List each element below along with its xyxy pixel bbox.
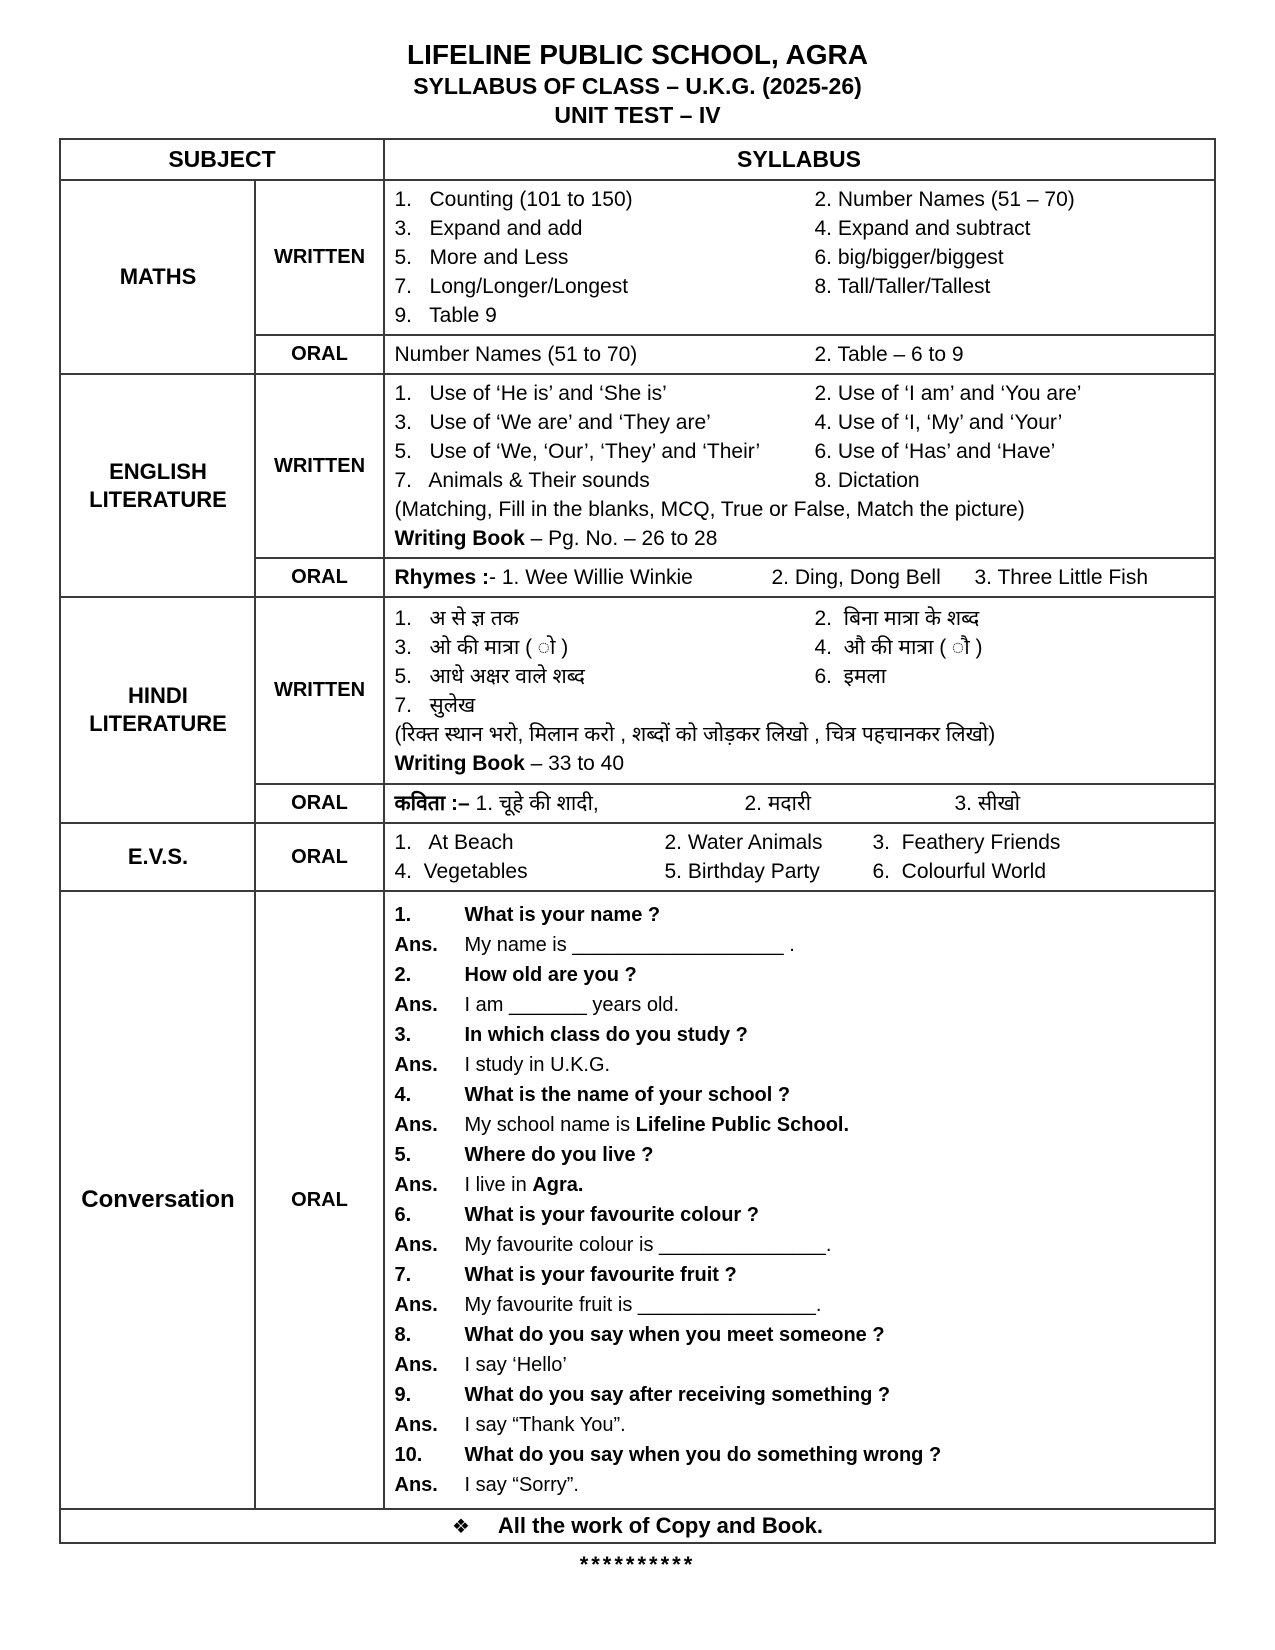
rhymes-list-start — [395, 563, 772, 592]
question-line — [395, 1260, 1204, 1290]
question-number: 3. — [394, 1024, 412, 1046]
table-row — [60, 374, 1214, 558]
unit-test-title: UNIT TEST – IV — [554, 102, 721, 128]
subject-hindi-literature: HINDI LITERATURE — [60, 597, 255, 823]
list-item: 5. आधे अक्षर वाले शब्द — [394, 664, 585, 688]
maths-written-content — [384, 180, 1215, 335]
list-item: 7. सुलेख — [394, 693, 476, 717]
answer-line — [395, 1470, 1204, 1500]
table-row — [60, 597, 1214, 784]
school-title: LIFELINE PUBLIC SCHOOL, AGRA — [407, 39, 868, 70]
english-oral-content — [384, 558, 1215, 597]
answer-text: I say “Sorry”. — [464, 1474, 579, 1496]
list-item — [815, 691, 1204, 720]
answer-line — [395, 1110, 1204, 1140]
question-text: What is your name ? — [464, 904, 661, 926]
list-item: 1. चूहे की शादी, — [475, 792, 599, 815]
list-item: 3. Use of ‘We are’ and ‘They are’ — [394, 411, 711, 434]
list-item: 6. इमला — [814, 664, 887, 688]
question-line — [395, 1380, 1204, 1410]
maths-oral-content — [384, 335, 1215, 374]
answer-label: Ans. — [394, 1114, 438, 1136]
evs-oral-label: ORAL — [255, 823, 383, 891]
answer-text: I say “Thank You”. — [464, 1414, 626, 1436]
writing-book-label: Writing Book — [394, 751, 525, 775]
list-item: 4. Vegetables — [394, 860, 528, 883]
answer-label: Ans. — [394, 994, 438, 1016]
diamond-bullet-icon: ❖ — [451, 1516, 470, 1538]
question-number: 4. — [394, 1084, 412, 1106]
answer-label: Ans. — [394, 1294, 438, 1316]
list-item: 9. Table 9 — [394, 304, 497, 327]
table-footer-row — [60, 1509, 1214, 1543]
writing-book-pages: – 33 to 40 — [524, 751, 625, 775]
list-item: 8. Dictation — [814, 469, 920, 492]
answer-text: I am _______ years old. — [464, 994, 680, 1016]
list-item: 1. At Beach — [394, 831, 514, 854]
question-line — [395, 1080, 1204, 1110]
question-line — [395, 1140, 1204, 1170]
answer-line — [395, 1170, 1204, 1200]
kavita-label: कविता :– — [394, 792, 470, 815]
question-number: 10. — [394, 1444, 423, 1466]
answer-line — [395, 990, 1204, 1020]
list-item: 5. Use of ‘We, ‘Our’, ‘They’ and ‘Their’ — [394, 440, 761, 463]
writing-book-label: Writing Book — [394, 527, 525, 550]
subject-conversation: Conversation — [60, 891, 255, 1509]
list-item: 8. Tall/Taller/Tallest — [814, 275, 991, 298]
answer-text: I live in — [464, 1174, 533, 1196]
answer-text-bold: Lifeline Public School. — [635, 1114, 850, 1136]
answer-text: My favourite colour is _______________. — [464, 1234, 832, 1256]
table-row — [60, 823, 1214, 891]
table-row — [60, 180, 1214, 335]
list-item: 3. Expand and add — [394, 217, 583, 240]
list-item: 6. Use of ‘Has’ and ‘Have’ — [814, 440, 1056, 463]
question-number: 9. — [394, 1384, 412, 1406]
hindi-oral-content — [384, 784, 1215, 823]
list-item — [815, 301, 1204, 330]
answer-line — [395, 1230, 1204, 1260]
list-item: 2. Number Names (51 – 70) — [814, 188, 1075, 211]
list-item: Number Names (51 to 70) — [394, 343, 638, 366]
answer-label: Ans. — [394, 1474, 438, 1496]
document-header — [61, 38, 1215, 130]
answer-text-bold: Agra. — [532, 1174, 584, 1196]
list-item: 3. Feathery Friends — [872, 831, 1061, 854]
subject-maths: MATHS — [60, 180, 255, 374]
question-number: 8. — [394, 1324, 412, 1346]
answer-line — [395, 1410, 1204, 1440]
question-text: What is your favourite colour ? — [464, 1204, 759, 1226]
list-item: 2. बिना मात्रा के शब्द — [814, 606, 980, 630]
answer-label: Ans. — [394, 1414, 438, 1436]
list-item: 2. Water Animals — [664, 831, 823, 854]
answer-text: My favourite fruit is ________________. — [464, 1294, 822, 1316]
english-written-content — [384, 374, 1215, 558]
hindi-written-content — [384, 597, 1215, 784]
table-row — [60, 891, 1214, 1509]
list-item: 3. Three Little Fish — [974, 566, 1149, 589]
answer-text: My school name is — [464, 1114, 636, 1136]
list-item: 2. Table – 6 to 9 — [814, 343, 964, 366]
answer-label: Ans. — [394, 1234, 438, 1256]
hindi-written-label: WRITTEN — [255, 597, 383, 784]
subject-english-literature: ENGLISH LITERATURE — [60, 374, 255, 597]
question-text: In which class do you study ? — [464, 1024, 748, 1046]
conversation-oral-label: ORAL — [255, 891, 383, 1509]
question-text: What do you say when you meet someone ? — [464, 1324, 885, 1346]
list-item: 6. Colourful World — [872, 860, 1047, 883]
question-text: What is the name of your school ? — [464, 1084, 791, 1106]
question-line — [395, 900, 1204, 930]
list-item: 1. अ से ज्ञ तक — [394, 606, 519, 630]
question-number: 1. — [394, 904, 412, 926]
question-text: How old are you ? — [464, 964, 637, 986]
list-item: 1. Counting (101 to 150) — [394, 188, 633, 211]
footer-note-text: All the work of Copy and Book. — [497, 1513, 824, 1538]
list-item: 4. औ की मात्रा ( ौ ) — [814, 635, 983, 659]
question-text: What do you say after receiving something ? — [464, 1384, 891, 1406]
question-line — [395, 960, 1204, 990]
writing-book-pages: – Pg. No. – 26 to 28 — [524, 527, 718, 550]
list-item: 2. Ding, Dong Bell — [771, 566, 941, 589]
answer-text: My name is ___________________ . — [464, 934, 795, 956]
question-number: 2. — [394, 964, 412, 986]
answer-text: I say ‘Hello’ — [464, 1354, 567, 1376]
question-number: 5. — [394, 1144, 412, 1166]
list-item: 7. Animals & Their sounds — [394, 469, 650, 492]
list-item: 5. More and Less — [394, 246, 569, 269]
question-text: What do you say when you do something wrong ? — [464, 1444, 942, 1466]
subject-evs: E.V.S. — [60, 823, 255, 891]
list-item: 1. Use of ‘He is’ and ‘She is’ — [394, 382, 667, 405]
list-item: 3. सीखो — [954, 792, 1021, 815]
answer-line — [395, 1290, 1204, 1320]
list-item: 3. ओ की मात्रा ( ो ) — [394, 635, 569, 659]
answer-label: Ans. — [394, 1174, 438, 1196]
hindi-oral-label: ORAL — [255, 784, 383, 823]
list-item: 6. big/bigger/biggest — [814, 246, 1004, 269]
question-text: What is your favourite fruit ? — [464, 1264, 737, 1286]
question-text: Where do you live ? — [464, 1144, 654, 1166]
question-line — [395, 1020, 1204, 1050]
list-item: 5. Birthday Party — [664, 860, 820, 883]
answer-label: Ans. — [394, 1054, 438, 1076]
conversation-content — [384, 891, 1215, 1509]
answer-text: I study in U.K.G. — [464, 1054, 611, 1076]
hindi-written-note: (रिक्त स्थान भरो, मिलान करो , शब्दों को जोड़कर लिखो , चित्र पहचानकर लिखो) — [394, 722, 996, 746]
evs-oral-content — [384, 823, 1215, 891]
syllabus-subtitle: SYLLABUS OF CLASS – U.K.G. (2025-26) — [413, 73, 862, 99]
english-written-note: (Matching, Fill in the blanks, MCQ, True or False, Match the picture) — [394, 498, 1025, 521]
answer-line — [395, 1050, 1204, 1080]
column-header-subject: SUBJECT — [60, 139, 383, 180]
maths-oral-label: ORAL — [255, 335, 383, 374]
english-oral-label: ORAL — [255, 558, 383, 597]
answer-label: Ans. — [394, 934, 438, 956]
column-header-syllabus: SYLLABUS — [384, 139, 1215, 180]
question-number: 7. — [394, 1264, 412, 1286]
list-item: - 1. Wee Willie Winkie — [489, 566, 693, 589]
syllabus-table — [59, 138, 1215, 1544]
answer-line — [395, 1350, 1204, 1380]
footer-note — [60, 1509, 1214, 1543]
answer-line — [395, 930, 1204, 960]
question-line — [395, 1440, 1204, 1470]
closing-asterisks: ********** — [579, 1552, 696, 1577]
table-header-row — [60, 139, 1214, 180]
list-item: 4. Expand and subtract — [814, 217, 1031, 240]
question-line — [395, 1200, 1204, 1230]
list-item: 2. मदारी — [744, 792, 812, 815]
list-item: 7. Long/Longer/Longest — [394, 275, 629, 298]
english-written-label: WRITTEN — [255, 374, 383, 558]
rhymes-label: Rhymes : — [394, 566, 490, 589]
question-number: 6. — [394, 1204, 412, 1226]
list-item: 4. Use of ‘I, ‘My’ and ‘Your’ — [814, 411, 1063, 434]
question-line — [395, 1320, 1204, 1350]
list-item: 2. Use of ‘I am’ and ‘You are’ — [814, 382, 1082, 405]
answer-label: Ans. — [394, 1354, 438, 1376]
kavita-list-start — [395, 789, 745, 818]
maths-written-label: WRITTEN — [255, 180, 383, 335]
